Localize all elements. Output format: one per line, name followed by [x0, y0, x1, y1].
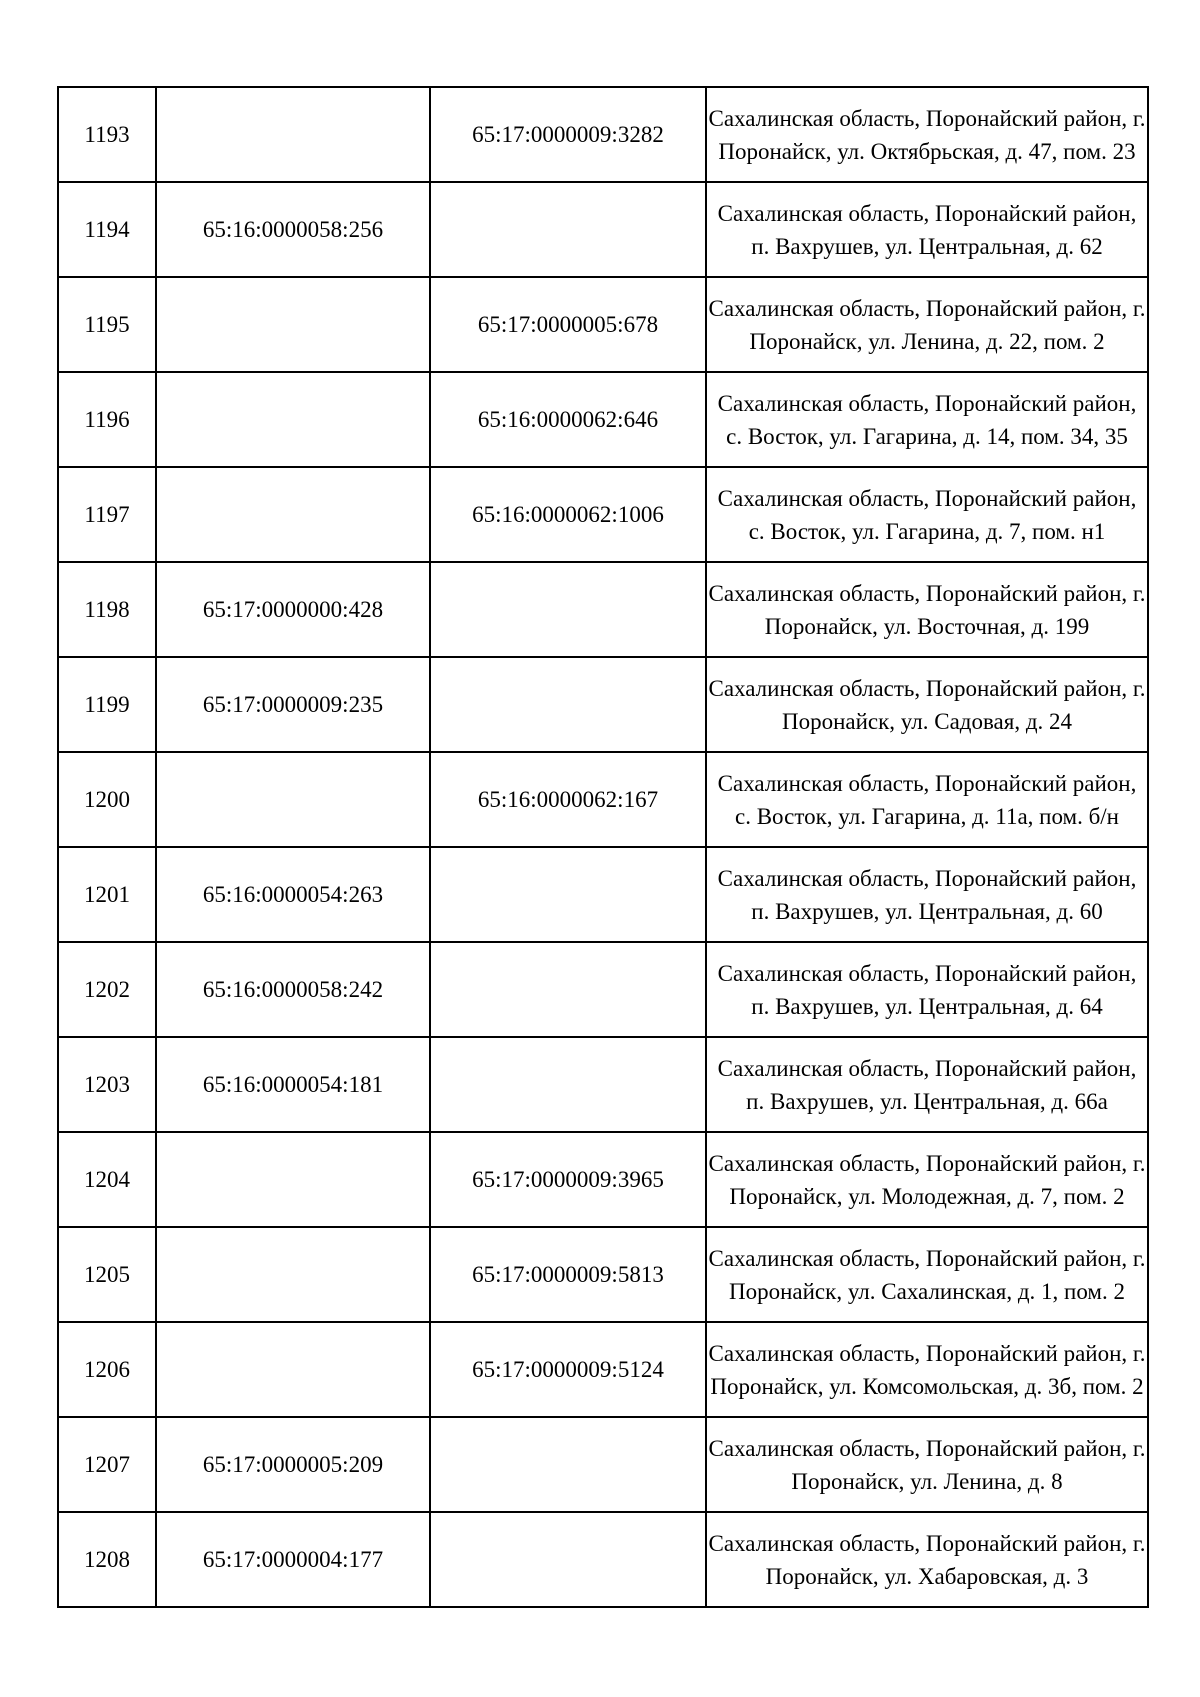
property-address: Сахалинская область, Поронайский район, г. Поронайск, ул. Ленина, д. 8: [706, 1417, 1148, 1512]
table-row: [58, 467, 1148, 562]
property-address: Сахалинская область, Поронайский район, с. Восток, ул. Гагарина, д. 7, пом. н1: [706, 467, 1148, 562]
table-row: [58, 562, 1148, 657]
building-cadastral-number: 65:16:0000062:167: [430, 752, 706, 847]
row-number: 1198: [58, 562, 156, 657]
land-cadastral-number: [156, 87, 430, 182]
land-cadastral-number: 65:17:0000004:177: [156, 1512, 430, 1607]
row-number: 1197: [58, 467, 156, 562]
row-number: 1199: [58, 657, 156, 752]
property-address: Сахалинская область, Поронайский район, г. Поронайск, ул. Хабаровская, д. 3: [706, 1512, 1148, 1607]
building-cadastral-number: 65:17:0000009:5124: [430, 1322, 706, 1417]
row-number: 1204: [58, 1132, 156, 1227]
building-cadastral-number: [430, 562, 706, 657]
land-cadastral-number: 65:16:0000058:256: [156, 182, 430, 277]
land-cadastral-number: 65:16:0000058:242: [156, 942, 430, 1037]
building-cadastral-number: [430, 1417, 706, 1512]
row-number: 1202: [58, 942, 156, 1037]
building-cadastral-number: 65:16:0000062:646: [430, 372, 706, 467]
table-body: [58, 87, 1148, 1607]
table-row: [58, 1132, 1148, 1227]
table-row: [58, 1417, 1148, 1512]
land-cadastral-number: [156, 467, 430, 562]
property-address: Сахалинская область, Поронайский район, п. Вахрушев, ул. Центральная, д. 60: [706, 847, 1148, 942]
property-address: Сахалинская область, Поронайский район, с. Восток, ул. Гагарина, д. 14, пом. 34, 35: [706, 372, 1148, 467]
row-number: 1193: [58, 87, 156, 182]
building-cadastral-number: 65:16:0000062:1006: [430, 467, 706, 562]
property-address: Сахалинская область, Поронайский район, п. Вахрушев, ул. Центральная, д. 64: [706, 942, 1148, 1037]
table-row: [58, 1512, 1148, 1607]
property-address: Сахалинская область, Поронайский район, г. Поронайск, ул. Молодежная, д. 7, пом. 2: [706, 1132, 1148, 1227]
row-number: 1205: [58, 1227, 156, 1322]
land-cadastral-number: [156, 372, 430, 467]
land-cadastral-number: [156, 277, 430, 372]
table-row: [58, 942, 1148, 1037]
table-row: [58, 847, 1148, 942]
row-number: 1207: [58, 1417, 156, 1512]
row-number: 1208: [58, 1512, 156, 1607]
row-number: 1201: [58, 847, 156, 942]
row-number: 1206: [58, 1322, 156, 1417]
table-row: [58, 182, 1148, 277]
building-cadastral-number: [430, 182, 706, 277]
row-number: 1194: [58, 182, 156, 277]
property-address: Сахалинская область, Поронайский район, г. Поронайск, ул. Комсомольская, д. 3б, пом. 2: [706, 1322, 1148, 1417]
row-number: 1195: [58, 277, 156, 372]
land-cadastral-number: 65:17:0000005:209: [156, 1417, 430, 1512]
property-address: Сахалинская область, Поронайский район, с. Восток, ул. Гагарина, д. 11а, пом. б/н: [706, 752, 1148, 847]
table-row: [58, 752, 1148, 847]
building-cadastral-number: 65:17:0000009:3965: [430, 1132, 706, 1227]
building-cadastral-number: [430, 942, 706, 1037]
property-address: Сахалинская область, Поронайский район, г. Поронайск, ул. Октябрьская, д. 47, пом. 23: [706, 87, 1148, 182]
building-cadastral-number: [430, 1037, 706, 1132]
property-address: Сахалинская область, Поронайский район, п. Вахрушев, ул. Центральная, д. 62: [706, 182, 1148, 277]
property-address: Сахалинская область, Поронайский район, г. Поронайск, ул. Садовая, д. 24: [706, 657, 1148, 752]
table-row: [58, 1037, 1148, 1132]
property-address: Сахалинская область, Поронайский район, п. Вахрушев, ул. Центральная, д. 66а: [706, 1037, 1148, 1132]
land-cadastral-number: 65:17:0000009:235: [156, 657, 430, 752]
land-cadastral-number: [156, 1322, 430, 1417]
row-number: 1196: [58, 372, 156, 467]
building-cadastral-number: [430, 657, 706, 752]
registry-table: [57, 86, 1149, 1608]
land-cadastral-number: [156, 1132, 430, 1227]
row-number: 1203: [58, 1037, 156, 1132]
building-cadastral-number: 65:17:0000009:3282: [430, 87, 706, 182]
building-cadastral-number: [430, 1512, 706, 1607]
table-row: [58, 1227, 1148, 1322]
table-row: [58, 372, 1148, 467]
building-cadastral-number: [430, 847, 706, 942]
property-address: Сахалинская область, Поронайский район, г. Поронайск, ул. Сахалинская, д. 1, пом. 2: [706, 1227, 1148, 1322]
land-cadastral-number: [156, 752, 430, 847]
land-cadastral-number: 65:16:0000054:263: [156, 847, 430, 942]
land-cadastral-number: [156, 1227, 430, 1322]
row-number: 1200: [58, 752, 156, 847]
property-address: Сахалинская область, Поронайский район, г. Поронайск, ул. Восточная, д. 199: [706, 562, 1148, 657]
table-row: [58, 87, 1148, 182]
table-row: [58, 1322, 1148, 1417]
land-cadastral-number: 65:17:0000000:428: [156, 562, 430, 657]
building-cadastral-number: 65:17:0000009:5813: [430, 1227, 706, 1322]
property-address: Сахалинская область, Поронайский район, г. Поронайск, ул. Ленина, д. 22, пом. 2: [706, 277, 1148, 372]
land-cadastral-number: 65:16:0000054:181: [156, 1037, 430, 1132]
table-row: [58, 277, 1148, 372]
building-cadastral-number: 65:17:0000005:678: [430, 277, 706, 372]
table-row: [58, 657, 1148, 752]
